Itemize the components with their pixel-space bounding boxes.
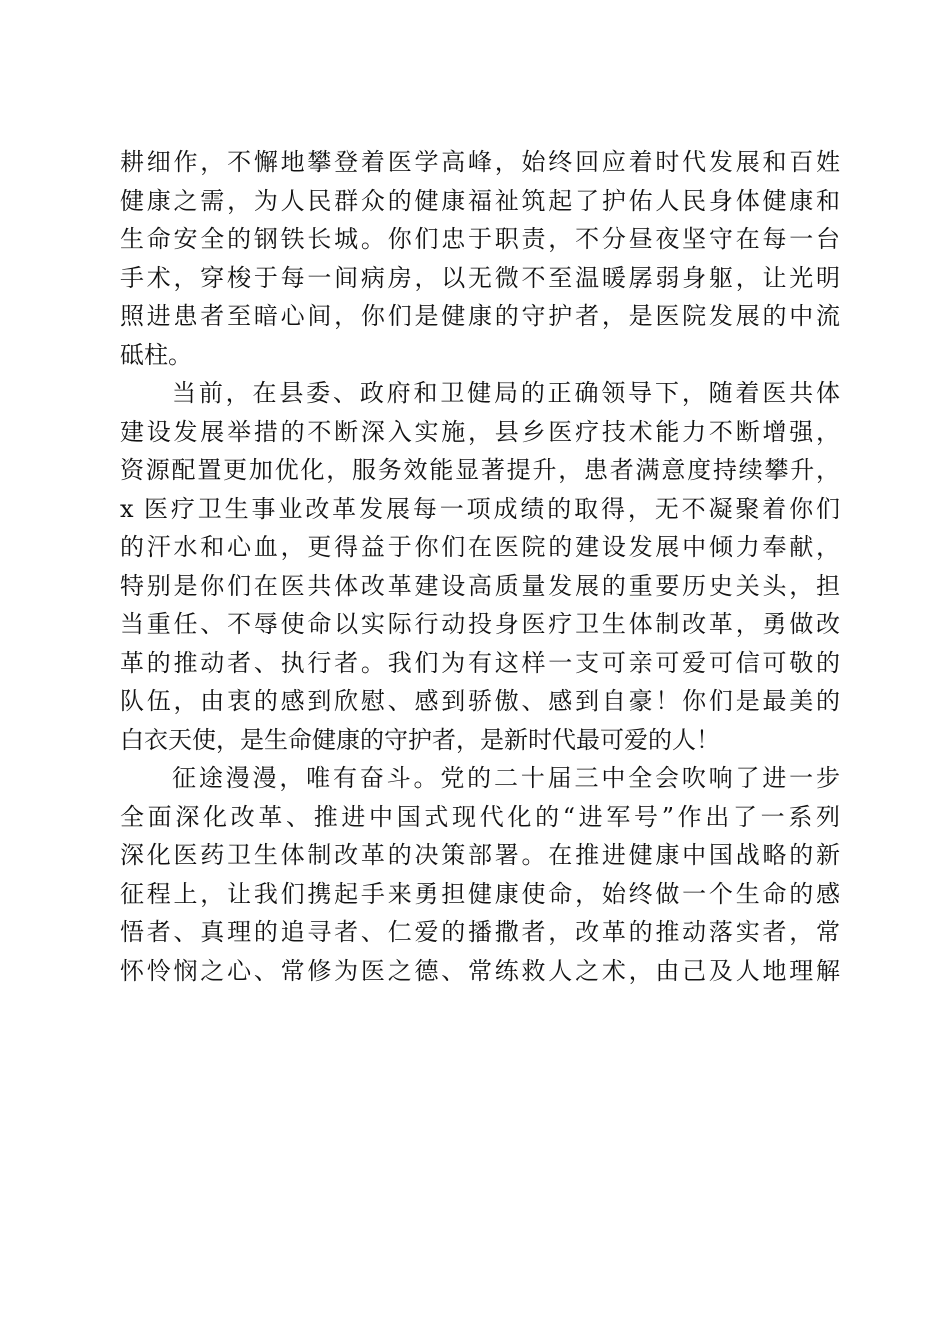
text-line: 革的推动者、执行者。我们为有这样一支可亲可爱可信可敬的 <box>120 648 840 677</box>
paragraph-start-line: 征途漫漫，唯有奋斗。党的二十届三中全会吹响了进一步 <box>172 764 840 792</box>
document-body <box>120 143 840 990</box>
text-line: x 医疗卫生事业改革发展每一项成绩的取得，无不凝聚着你们 <box>120 494 840 523</box>
text-line: 健康之需，为人民群众的健康福祉筑起了护佑人民身体健康和 <box>120 186 840 215</box>
text-line: 怀怜悯之心、常修为医之德、常练救人之术，由己及人地理解 <box>120 956 840 985</box>
paragraph-start-line: 当前，在县委、政府和卫健局的正确领导下，随着医共体 <box>172 379 840 407</box>
text-line: 耕细作，不懈地攀登着医学高峰，始终回应着时代发展和百姓 <box>120 148 840 176</box>
text-line: 特别是你们在医共体改革建设高质量发展的重要历史关头，担 <box>120 571 840 600</box>
text-line: 深化医药卫生体制改革的决策部署。在推进健康中国战略的新 <box>120 841 840 869</box>
text-line: 的汗水和心血，更得益于你们在医院的建设发展中倾力奉献， <box>120 533 840 561</box>
text-line: 队伍，由衷的感到欣慰、感到骄傲、感到自豪！你们是最美的 <box>120 687 840 715</box>
text-line: 手术，穿梭于每一间病房，以无微不至温暖孱弱身躯，让光明 <box>120 263 840 292</box>
text-line: 当重任、不辱使命以实际行动投身医疗卫生体制改革，勇做改 <box>120 610 840 638</box>
text-line: 砥柱。 <box>120 340 192 369</box>
text-line: 生命安全的钢铁长城。你们忠于职责，不分昼夜坚守在每一台 <box>120 225 840 253</box>
text-line: 征程上，让我们携起手来勇担健康使命，始终做一个生命的感 <box>120 879 840 908</box>
text-line: 照进患者至暗心间，你们是健康的守护者，是医院发展的中流 <box>120 302 840 330</box>
text-line: 建设发展举措的不断深入实施，县乡医疗技术能力不断增强， <box>120 417 840 446</box>
text-line: 白衣天使，是生命健康的守护者，是新时代最可爱的人！ <box>120 725 720 754</box>
text-line: 资源配置更加优化，服务效能显著提升，患者满意度持续攀升， <box>120 456 840 484</box>
text-line: 悟者、真理的追寻者、仁爱的播撒者，改革的推动落实者，常 <box>120 918 840 946</box>
text-line: 全面深化改革、推进中国式现代化的“进军号”作出了一系列 <box>120 802 840 831</box>
